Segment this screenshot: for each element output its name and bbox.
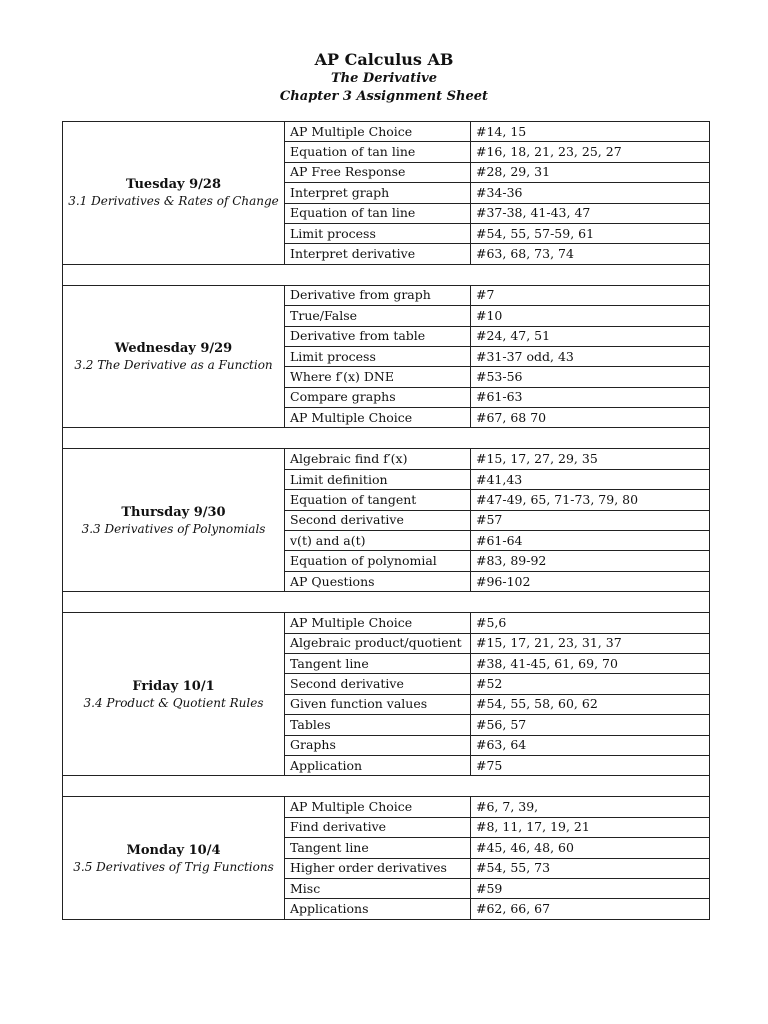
section-label: 3.4 Product & Quotient Rules (83, 695, 264, 710)
topic-cell: Applications (285, 899, 471, 919)
topic-cell: Interpret derivative (285, 244, 471, 264)
problems-cell: #14, 15 (471, 122, 710, 142)
topic-cell: Compare graphs (285, 387, 471, 407)
table-row (63, 613, 710, 633)
problems-cell: #47-49, 65, 71-73, 79, 80 (471, 490, 710, 510)
topic-cell: Algebraic find f′(x) (285, 449, 471, 469)
spacer-row (63, 428, 710, 449)
topic-cell: Derivative from graph (285, 285, 471, 305)
topic-cell: Equation of tan line (285, 203, 471, 223)
topic-cell: Interpret graph (285, 183, 471, 203)
topic-cell: Graphs (285, 735, 471, 755)
problems-cell: #15, 17, 27, 29, 35 (471, 449, 710, 469)
table-row (63, 122, 710, 142)
topic-cell: AP Free Response (285, 162, 471, 182)
problems-cell: #61-64 (471, 531, 710, 551)
document-header (0, 50, 768, 106)
assignment-sheet-title: Chapter 3 Assignment Sheet (279, 89, 489, 104)
problems-cell: #38, 41-45, 61, 69, 70 (471, 653, 710, 673)
problems-cell: #62, 66, 67 (471, 899, 710, 919)
day-label: Monday 10/4 (126, 842, 221, 858)
spacer-cell (63, 776, 710, 797)
problems-cell: #41,43 (471, 469, 710, 489)
topic-cell: AP Multiple Choice (285, 122, 471, 142)
day-cell (63, 122, 285, 265)
problems-cell: #61-63 (471, 387, 710, 407)
topic-cell: Tables (285, 715, 471, 735)
chapter-subtitle: The Derivative (331, 71, 437, 86)
table-row (63, 797, 710, 817)
problems-cell: #7 (471, 285, 710, 305)
problems-cell: #37-38, 41-43, 47 (471, 203, 710, 223)
topic-cell: Limit definition (285, 469, 471, 489)
day-label: Friday 10/1 (132, 678, 215, 694)
problems-cell: #63, 68, 73, 74 (471, 244, 710, 264)
problems-cell: #10 (471, 306, 710, 326)
section-label: 3.1 Derivatives & Rates of Change (68, 194, 279, 209)
topic-cell: Equation of tangent (285, 490, 471, 510)
topic-cell: Derivative from table (285, 326, 471, 346)
topic-cell: Tangent line (285, 838, 471, 858)
problems-cell: #83, 89-92 (471, 551, 710, 571)
day-label: Wednesday 9/29 (114, 341, 233, 357)
spacer-cell (63, 264, 710, 285)
day-cell (63, 285, 285, 428)
problems-cell: #54, 55, 57-59, 61 (471, 223, 710, 243)
topic-cell: True/False (285, 306, 471, 326)
day-cell (63, 613, 285, 776)
topic-cell: Second derivative (285, 674, 471, 694)
course-title: AP Calculus AB (314, 50, 454, 69)
topic-cell: Second derivative (285, 510, 471, 530)
problems-cell: #53-56 (471, 367, 710, 387)
section-label: 3.2 The Derivative as a Function (74, 358, 273, 373)
topic-cell: AP Multiple Choice (285, 613, 471, 633)
topic-cell: Misc (285, 878, 471, 898)
spacer-row (63, 592, 710, 613)
problems-cell: #16, 18, 21, 23, 25, 27 (471, 142, 710, 162)
problems-cell: #52 (471, 674, 710, 694)
day-cell (63, 797, 285, 919)
problems-cell: #5,6 (471, 613, 710, 633)
topic-cell: Where f′(x) DNE (285, 367, 471, 387)
section-label: 3.3 Derivatives of Polynomials (81, 521, 266, 536)
problems-cell: #67, 68 70 (471, 408, 710, 428)
problems-cell: #63, 64 (471, 735, 710, 755)
spacer-row (63, 264, 710, 285)
problems-cell: #56, 57 (471, 715, 710, 735)
problems-cell: #96-102 (471, 571, 710, 591)
problems-cell: #24, 47, 51 (471, 326, 710, 346)
topic-cell: Find derivative (285, 817, 471, 837)
topic-cell: Tangent line (285, 653, 471, 673)
problems-cell: #45, 46, 48, 60 (471, 838, 710, 858)
problems-cell: #34-36 (471, 183, 710, 203)
topic-cell: Higher order derivatives (285, 858, 471, 878)
assignment-table (62, 121, 710, 920)
topic-cell: Given function values (285, 694, 471, 714)
spacer-cell (63, 592, 710, 613)
day-cell (63, 449, 285, 592)
table-row (63, 449, 710, 469)
table-row (63, 285, 710, 305)
topic-cell: AP Multiple Choice (285, 797, 471, 817)
spacer-cell (63, 428, 710, 449)
problems-cell: #59 (471, 878, 710, 898)
problems-cell: #75 (471, 755, 710, 775)
problems-cell: #15, 17, 21, 23, 31, 37 (471, 633, 710, 653)
day-label: Tuesday 9/28 (126, 177, 221, 193)
topic-cell: AP Multiple Choice (285, 408, 471, 428)
problems-cell: #8, 11, 17, 19, 21 (471, 817, 710, 837)
topic-cell: Limit process (285, 346, 471, 366)
topic-cell: Algebraic product/quotient (285, 633, 471, 653)
topic-cell: v(t) and a(t) (285, 531, 471, 551)
problems-cell: #54, 55, 73 (471, 858, 710, 878)
topic-cell: Limit process (285, 223, 471, 243)
section-label: 3.5 Derivatives of Trig Functions (73, 859, 274, 874)
problems-cell: #54, 55, 58, 60, 62 (471, 694, 710, 714)
topic-cell: Equation of tan line (285, 142, 471, 162)
topic-cell: Application (285, 755, 471, 775)
problems-cell: #6, 7, 39, (471, 797, 710, 817)
problems-cell: #57 (471, 510, 710, 530)
problems-cell: #28, 29, 31 (471, 162, 710, 182)
day-label: Thursday 9/30 (121, 504, 226, 520)
topic-cell: AP Questions (285, 571, 471, 591)
spacer-row (63, 776, 710, 797)
problems-cell: #31-37 odd, 43 (471, 346, 710, 366)
topic-cell: Equation of polynomial (285, 551, 471, 571)
